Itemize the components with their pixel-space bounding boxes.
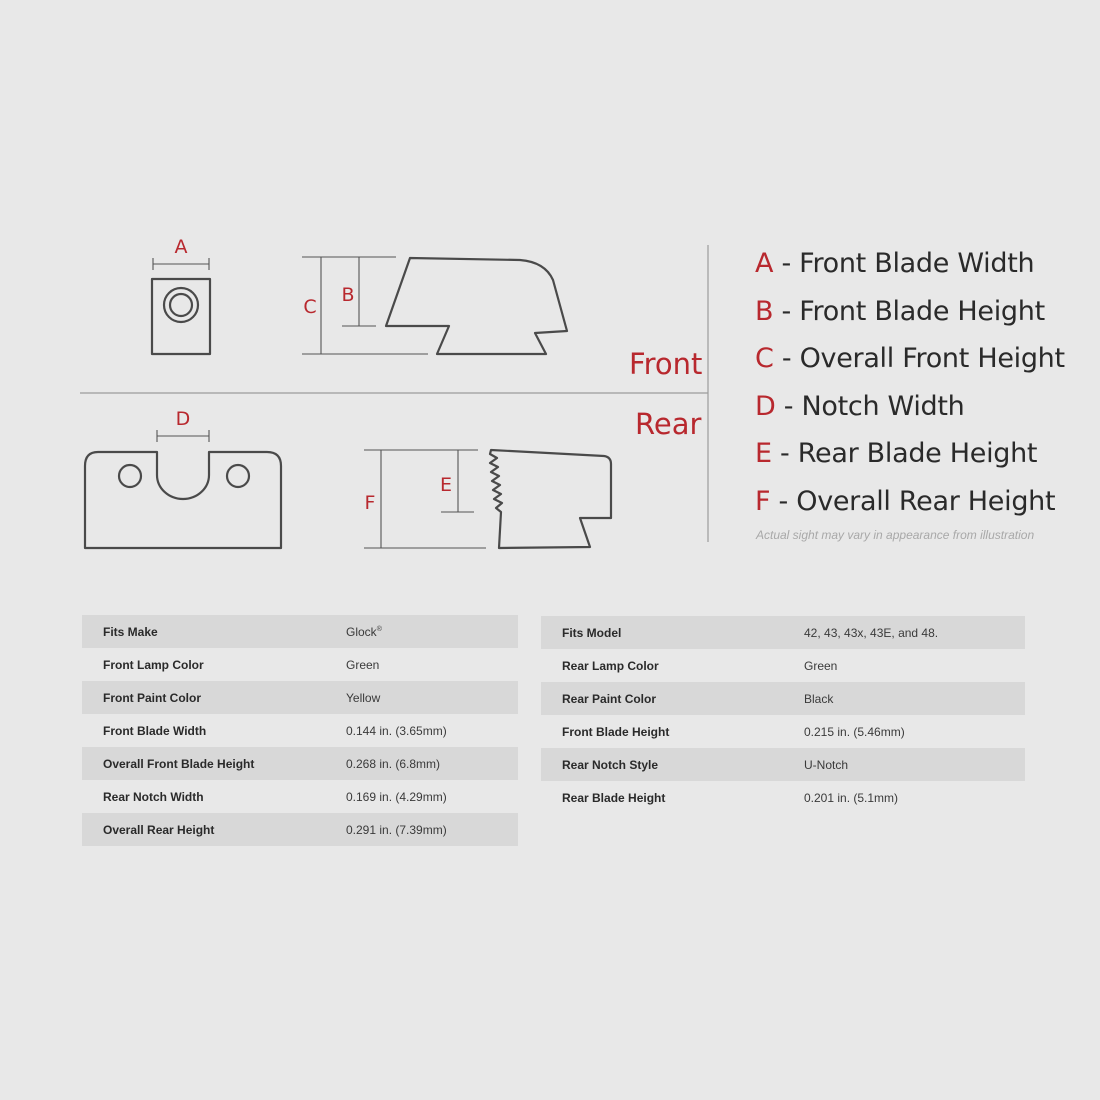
spec-value: U-Notch bbox=[804, 748, 1025, 781]
spec-label: Front Lamp Color bbox=[103, 657, 204, 672]
front-label: Front bbox=[629, 347, 703, 381]
legend-text: - Overall Front Height bbox=[773, 343, 1065, 374]
rear-sight-right-hole bbox=[227, 465, 249, 487]
dim-e-letter: E bbox=[439, 474, 453, 496]
spec-label: Fits Model bbox=[541, 616, 804, 649]
legend-item bbox=[755, 383, 1065, 431]
spec-value: Yellow bbox=[346, 681, 518, 714]
legend-letter: E bbox=[755, 438, 772, 469]
spec-value: 0.291 in. (7.39mm) bbox=[346, 813, 518, 846]
dimension-legend bbox=[755, 240, 1065, 525]
rear-sight-body bbox=[85, 452, 281, 548]
table-row bbox=[82, 648, 518, 681]
front-sight-side-view bbox=[302, 257, 567, 354]
dim-c-letter: C bbox=[303, 296, 317, 318]
spec-value: 0.268 in. (6.8mm) bbox=[346, 747, 518, 780]
spec-value-text: Glock bbox=[346, 624, 377, 639]
front-sight-end-view bbox=[152, 236, 210, 354]
spec-label: Overall Front Blade Height bbox=[82, 747, 346, 780]
legend-item bbox=[755, 335, 1065, 383]
rear-sight-profile bbox=[490, 450, 611, 548]
legend-letter: B bbox=[755, 295, 774, 327]
legend-text: - Rear Blade Height bbox=[771, 438, 1038, 469]
table-row bbox=[541, 715, 1025, 748]
legend-text: - Front Blade Width bbox=[773, 248, 1035, 279]
table-row bbox=[82, 681, 518, 714]
legend-item bbox=[755, 240, 1065, 288]
table-row bbox=[541, 649, 1025, 682]
specs-table-right bbox=[541, 616, 1025, 814]
table-row bbox=[82, 813, 518, 846]
rear-sight-end-view bbox=[85, 408, 281, 548]
legend-text: - Overall Rear Height bbox=[770, 485, 1056, 517]
table-row bbox=[82, 747, 518, 780]
spec-value: Green bbox=[804, 658, 838, 673]
table-row bbox=[541, 781, 1025, 814]
spec-label: Rear Paint Color bbox=[541, 682, 804, 715]
front-sight-lamp-inner bbox=[170, 294, 192, 316]
spec-value: 0.169 in. (4.29mm) bbox=[346, 789, 447, 804]
table-row bbox=[541, 682, 1025, 715]
dim-b-letter: B bbox=[341, 284, 355, 306]
registered-mark: ® bbox=[376, 625, 382, 633]
legend-text: - Notch Width bbox=[775, 390, 965, 422]
spec-value: Black bbox=[804, 682, 1025, 715]
table-row bbox=[82, 615, 518, 648]
legend-letter: F bbox=[755, 485, 771, 517]
rear-sight-side-view bbox=[364, 450, 611, 548]
legend-item bbox=[755, 478, 1065, 526]
legend-item bbox=[755, 430, 1065, 478]
legend-letter: A bbox=[755, 248, 774, 279]
table-row bbox=[541, 748, 1025, 781]
dim-d-letter: D bbox=[175, 408, 191, 430]
spec-value: 0.215 in. (5.46mm) bbox=[804, 724, 905, 739]
spec-label: Rear Notch Width bbox=[103, 789, 204, 804]
spec-label: Rear Blade Height bbox=[562, 790, 666, 805]
table-row bbox=[82, 714, 518, 747]
spec-label: Front Paint Color bbox=[82, 681, 346, 714]
rear-sight-left-hole bbox=[119, 465, 141, 487]
table-row bbox=[82, 780, 518, 813]
legend-letter: C bbox=[755, 343, 774, 374]
legend-letter: D bbox=[755, 390, 776, 422]
legend-item bbox=[755, 288, 1065, 336]
spec-value bbox=[346, 615, 518, 648]
specs-table-left bbox=[82, 615, 518, 846]
spec-value: 0.201 in. (5.1mm) bbox=[804, 790, 899, 805]
spec-label: Rear Lamp Color bbox=[562, 658, 659, 673]
front-sight-profile bbox=[386, 258, 567, 354]
dim-a-letter: A bbox=[174, 236, 188, 258]
spec-label: Rear Notch Style bbox=[541, 748, 804, 781]
spec-label: Front Blade Width bbox=[103, 723, 207, 738]
spec-value: Green bbox=[346, 657, 380, 672]
spec-label: Front Blade Height bbox=[562, 724, 670, 739]
rear-label: Rear bbox=[635, 407, 702, 441]
spec-value: 42, 43, 43x, 43E, and 48. bbox=[804, 616, 1025, 649]
dim-f-letter: F bbox=[364, 492, 376, 514]
spec-value: 0.144 in. (3.65mm) bbox=[346, 723, 447, 738]
illustration-disclaimer: Actual sight may vary in appearance from illustration bbox=[756, 528, 1035, 542]
spec-label: Fits Make bbox=[82, 615, 346, 648]
table-row bbox=[541, 616, 1025, 649]
legend-text: - Front Blade Height bbox=[773, 295, 1045, 327]
spec-label: Overall Rear Height bbox=[82, 813, 346, 846]
